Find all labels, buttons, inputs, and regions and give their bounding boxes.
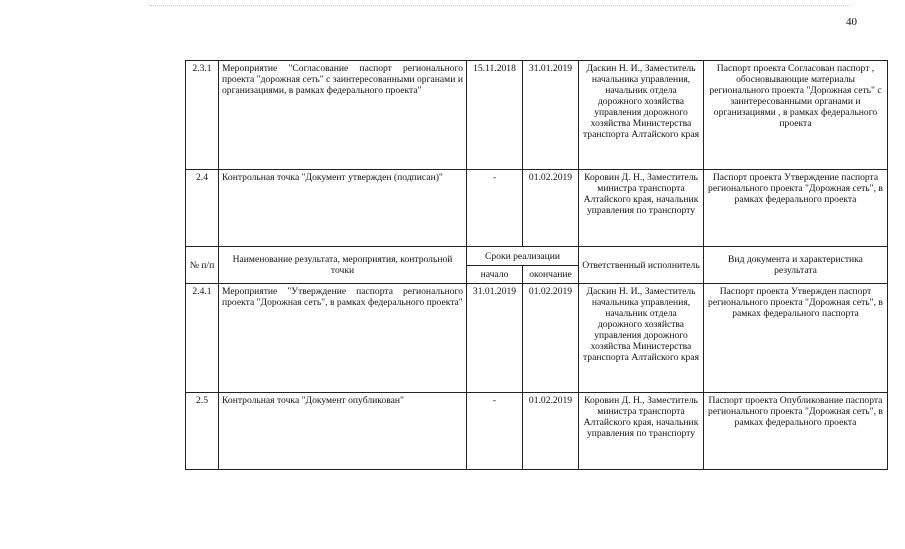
row-start-date: 31.01.2019 bbox=[467, 284, 523, 393]
row-title: Мероприятие "Согласование паспорт регионального проекта "дорожная сеть" с заинтересованными органами и организациями, в рамках федерального проекта" bbox=[219, 61, 467, 170]
row-start-date: - bbox=[467, 393, 523, 470]
header-start: начало bbox=[467, 266, 523, 284]
row-number: 2.3.1 bbox=[186, 61, 219, 170]
table-header-row bbox=[186, 247, 888, 266]
header-number: № п/п bbox=[186, 247, 219, 284]
row-document: Паспорт проекта Утверждение паспорта регионального проекта "Дорожная сеть", в рамках федерального проекта bbox=[704, 170, 888, 247]
row-end-date: 01.02.2019 bbox=[523, 284, 579, 393]
row-responsible: Даскин Н. И., Заместитель начальника управления, начальник отдела дорожного хозяйства управления дорожного хозяйства Министерства транспорта Алтайского края bbox=[579, 284, 704, 393]
row-start-date: - bbox=[467, 170, 523, 247]
header-terms: Сроки реализации bbox=[467, 247, 579, 266]
row-end-date: 01.02.2019 bbox=[523, 393, 579, 470]
scan-top-rule bbox=[150, 5, 850, 6]
row-title: Контрольная точка "Документ опубликован" bbox=[219, 393, 467, 470]
table-row bbox=[186, 393, 888, 470]
header-name: Наименование результата, мероприятия, контрольной точки bbox=[219, 247, 467, 284]
row-number: 2.4 bbox=[186, 170, 219, 247]
project-schedule-table bbox=[185, 60, 888, 470]
row-number: 2.5 bbox=[186, 393, 219, 470]
table-row bbox=[186, 61, 888, 170]
header-document: Вид документа и характеристика результата bbox=[704, 247, 888, 284]
row-start-date: 15.11.2018 bbox=[467, 61, 523, 170]
row-responsible: Коровин Д. Н., Заместитель министра транспорта Алтайского края, начальник управления по транспорту bbox=[579, 393, 704, 470]
row-end-date: 01.02.2019 bbox=[523, 170, 579, 247]
row-document: Паспорт проекта Опубликование паспорта регионального проекта "Дорожная сеть", в рамках федерального проекта bbox=[704, 393, 888, 470]
header-responsible: Ответственный исполнитель bbox=[579, 247, 704, 284]
row-document: Паспорт проекта Утвержден паспорт регионального проекта "Дорожная сеть", в рамках федерального паспорта bbox=[704, 284, 888, 393]
row-document: Паспорт проекта Согласован паспорт , обосновывающие материалы регионального проекта "Дорожная сеть" с заинтересованными органами и организациями , в рамках федерального проекта bbox=[704, 61, 888, 170]
row-number: 2.4.1 bbox=[186, 284, 219, 393]
row-title: Контрольная точка "Документ утвержден (подписан)" bbox=[219, 170, 467, 247]
table-row bbox=[186, 170, 888, 247]
header-end: окончание bbox=[523, 266, 579, 284]
page-number: 40 bbox=[846, 16, 857, 28]
row-responsible: Даскин Н. И., Заместитель начальника управления, начальник отдела дорожного хозяйства управления дорожного хозяйства Министерства транспорта Алтайского края bbox=[579, 61, 704, 170]
row-title: Мероприятие "Утверждение паспорта регионального проекта "Дорожная сеть", в рамках федерального проекта" bbox=[219, 284, 467, 393]
table-row bbox=[186, 284, 888, 393]
row-responsible: Коровин Д. Н., Заместитель министра транспорта Алтайского края, начальник управления по транспорту bbox=[579, 170, 704, 247]
row-end-date: 31.01.2019 bbox=[523, 61, 579, 170]
